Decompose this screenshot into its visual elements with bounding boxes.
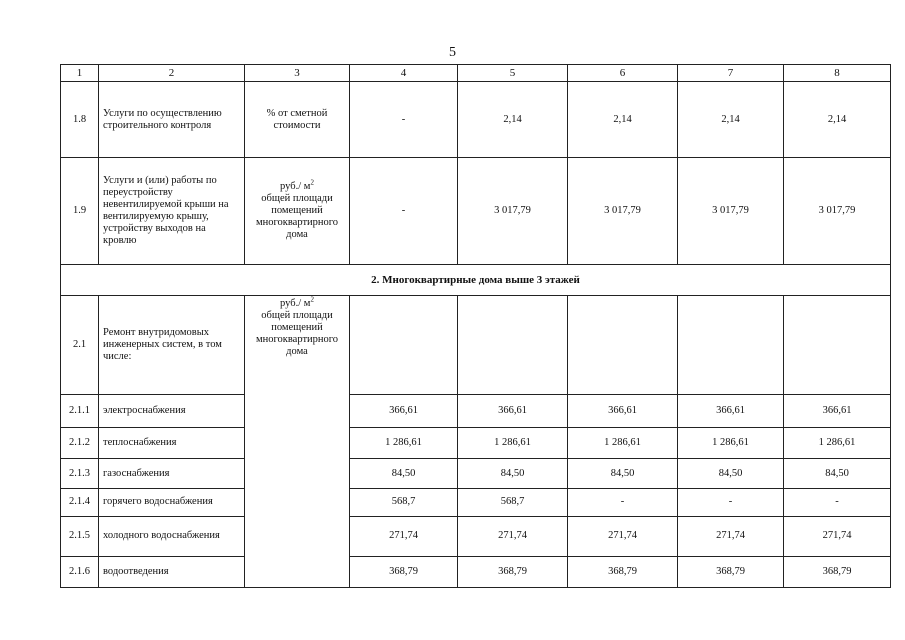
unit-superscript: 2 [310, 178, 314, 187]
value-cell: - [350, 158, 458, 264]
tariff-table [60, 64, 891, 588]
table-row-2-1-6 [61, 556, 891, 587]
row-number: 1.9 [61, 158, 99, 264]
row-number: 1.8 [61, 82, 99, 158]
row-name: холодного водоснабжения [99, 516, 245, 556]
row-name: водоотведения [99, 556, 245, 587]
section-title: 2. Многоквартирные дома выше 3 этажей [61, 264, 891, 295]
table-row-2-1-5 [61, 516, 891, 556]
value-cell [350, 295, 458, 394]
value-cell: 368,79 [784, 556, 891, 587]
value-cell [678, 295, 784, 394]
value-cell: 3 017,79 [678, 158, 784, 264]
row-number: 2.1.4 [61, 488, 99, 516]
page-number: 5 [449, 45, 456, 60]
header-cell: 5 [458, 65, 568, 82]
unit-prefix: руб./ м [280, 297, 311, 309]
row-number: 2.1.2 [61, 428, 99, 459]
value-cell: 366,61 [784, 395, 891, 428]
row-unit: % от сметной стоимости [245, 82, 350, 158]
value-cell: 271,74 [678, 516, 784, 556]
row-number: 2.1.5 [61, 516, 99, 556]
value-cell [784, 295, 891, 394]
header-cell: 3 [245, 65, 350, 82]
value-cell: 568,7 [458, 488, 568, 516]
row-number: 2.1.3 [61, 459, 99, 488]
value-cell: 1 286,61 [568, 428, 678, 459]
value-cell: - [568, 488, 678, 516]
value-cell: 368,79 [458, 556, 568, 587]
value-cell: 368,79 [678, 556, 784, 587]
value-cell: 84,50 [350, 459, 458, 488]
header-cell: 4 [350, 65, 458, 82]
value-cell: 1 286,61 [458, 428, 568, 459]
value-cell: 271,74 [350, 516, 458, 556]
value-cell: 84,50 [568, 459, 678, 488]
row-name: горячего водоснабжения [99, 488, 245, 516]
table-row-2-1-1 [61, 395, 891, 428]
header-cell: 7 [678, 65, 784, 82]
header-cell: 8 [784, 65, 891, 82]
unit-superscript: 2 [310, 295, 314, 304]
value-cell: 3 017,79 [458, 158, 568, 264]
table-row-2-1 [61, 295, 891, 394]
row-name: Услуги по осуществлению строительного контроля [99, 82, 245, 158]
table-row-2-1-3 [61, 459, 891, 488]
value-cell: - [678, 488, 784, 516]
value-cell [458, 295, 568, 394]
value-cell: 3 017,79 [784, 158, 891, 264]
row-name: газоснабжения [99, 459, 245, 488]
section-row [61, 264, 891, 295]
table-row-1-9 [61, 158, 891, 264]
header-cell: 1 [61, 65, 99, 82]
value-cell: 271,74 [568, 516, 678, 556]
value-cell: 1 286,61 [678, 428, 784, 459]
row-number: 2.1.1 [61, 395, 99, 428]
unit-rest: общей площади помещений многоквартирного дома [255, 309, 339, 357]
row-number: 2.1.6 [61, 556, 99, 587]
value-cell: 366,61 [678, 395, 784, 428]
header-row [61, 65, 891, 82]
value-cell: 3 017,79 [568, 158, 678, 264]
value-cell: - [784, 488, 891, 516]
row-name: Услуги и (или) работы по переустройству невентилируемой крыши на вентилируемую крышу, устройству выходов на кровлю [99, 158, 245, 264]
value-cell: 366,61 [568, 395, 678, 428]
value-cell: 84,50 [458, 459, 568, 488]
row-name: Ремонт внутридомовых инженерных систем, в том числе: [99, 295, 245, 394]
value-cell: 84,50 [784, 459, 891, 488]
value-cell [568, 295, 678, 394]
unit-rest: общей площади помещений многоквартирного дома [255, 193, 339, 241]
table-row-1-8 [61, 82, 891, 158]
value-cell: 271,74 [784, 516, 891, 556]
value-cell: 2,14 [568, 82, 678, 158]
value-cell: 368,79 [350, 556, 458, 587]
value-cell: 271,74 [458, 516, 568, 556]
value-cell: 568,7 [350, 488, 458, 516]
value-cell: 1 286,61 [350, 428, 458, 459]
value-cell: 368,79 [568, 556, 678, 587]
value-cell: 366,61 [458, 395, 568, 428]
unit-prefix: руб./ м [280, 181, 311, 193]
value-cell: 366,61 [350, 395, 458, 428]
row-unit [245, 158, 350, 264]
value-cell: - [350, 82, 458, 158]
header-cell: 2 [99, 65, 245, 82]
row-name: электроснабжения [99, 395, 245, 428]
value-cell: 2,14 [678, 82, 784, 158]
row-unit [245, 295, 350, 587]
row-number: 2.1 [61, 295, 99, 394]
row-name: теплоснабжения [99, 428, 245, 459]
header-cell: 6 [568, 65, 678, 82]
value-cell: 2,14 [784, 82, 891, 158]
value-cell: 2,14 [458, 82, 568, 158]
value-cell: 1 286,61 [784, 428, 891, 459]
table-row-2-1-4 [61, 488, 891, 516]
value-cell: 84,50 [678, 459, 784, 488]
table-row-2-1-2 [61, 428, 891, 459]
